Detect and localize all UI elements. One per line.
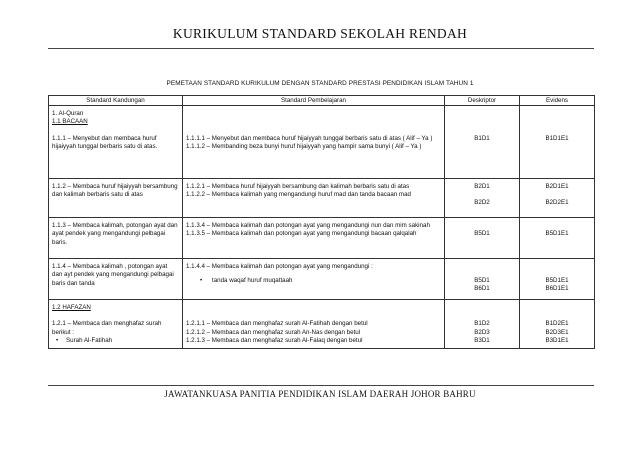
page-title: KURIKULUM STANDARD SEKOLAH RENDAH <box>172 26 468 41</box>
sk-text: 1.2.1 – Membaca dan menghafaz surah berikut : <box>52 320 162 336</box>
sk-text: 1.1.1 – Menyebut dan membaca huruf hijaiyyah tunggal berbaris satu di atas. <box>52 134 158 151</box>
standard-kandungan-cell <box>49 179 183 218</box>
column-header-evidens: Evidens <box>520 96 595 106</box>
deskriptor-code: B5D1 <box>474 277 490 284</box>
evidens-code: B1D2E1 <box>545 320 569 328</box>
standard-pembelajaran-cell <box>183 218 445 259</box>
deskriptor-code: B1D1 <box>474 134 490 142</box>
evidens-code: B6D1E1 <box>545 285 569 293</box>
footer-divider <box>48 385 594 386</box>
evidens-cell <box>520 179 595 218</box>
sk-text: 1.1.3 – Membaca kalimah, potongan ayat dan ayat pendek yang mengandungi pelbagai baris. <box>52 222 178 246</box>
table-row <box>49 106 595 179</box>
deskriptor-cell <box>445 218 520 259</box>
table-row <box>49 300 595 349</box>
standard-pembelajaran-cell <box>183 179 445 218</box>
deskriptor-code: B1D2 <box>474 320 490 328</box>
sk-text: 1.1.4 – Membaca kalimah , potongan ayat dan ayt pendek yang mengandungi pelbagai baris dan tanda <box>52 263 174 287</box>
sp-text: 1.1.3.5 – Membaca kalimah dan potongan ayat yang mengandungi bacaan qalqalah <box>186 230 417 238</box>
sp-text: 1.1.1.1 – Menyebut dan membaca huruf hijaiyyah tunggal berbaris satu di atas ( Alif – Ya ) <box>186 134 433 142</box>
table-row <box>49 259 595 300</box>
deskriptor-cell <box>445 179 520 218</box>
sk-bullet-item: • Surah Al-Fatihah <box>52 337 179 345</box>
sp-text: 1.1.4.4 – Membaca kalimah dan potongan ayat yang mengandungi : <box>186 263 373 270</box>
evidens-code: B1D1E1 <box>545 134 569 142</box>
table-header-row <box>49 96 595 106</box>
sp-text: 1.2.1.2 – Membaca dan menghafaz surah An-Nas dengan betul <box>186 328 361 336</box>
sp-text: 1.1.2.2 – Membaca kalimah yang mengandungi huruf mad dan tanda bacaan mad <box>186 191 411 199</box>
evidens-code: B5D1E1 <box>545 277 569 284</box>
standard-kandungan-cell <box>49 259 183 300</box>
deskriptor-cell <box>445 106 520 179</box>
deskriptor-code: B2D1 <box>474 183 490 190</box>
deskriptor-code: B2D2 <box>474 199 490 207</box>
section-heading: 1. Al-Quran <box>52 110 84 117</box>
sp-text: 1.2.1.1 – Membaca dan menghafaz surah Al-Fatihah dengan betul <box>186 320 368 328</box>
column-header-deskriptor: Deskriptor <box>445 96 520 106</box>
deskriptor-code: B5D1 <box>474 230 490 238</box>
evidens-cell <box>520 218 595 259</box>
evidens-cell <box>520 300 595 349</box>
evidens-code: B2D2E1 <box>545 199 569 207</box>
title-divider <box>48 48 594 49</box>
page-footer: JAWATANKUASA PANITIA PENDIDIKAN ISLAM DAERAH JOHOR BAHRU <box>164 389 476 399</box>
table-row <box>49 179 595 218</box>
deskriptor-cell <box>445 300 520 349</box>
standard-kandungan-cell <box>49 106 183 179</box>
evidens-code: B3D1E1 <box>545 337 569 345</box>
standard-kandungan-cell <box>49 218 183 259</box>
evidens-code: B2D1E1 <box>545 183 569 190</box>
document-subtitle: PEMETAAN STANDARD KURIKULUM DENGAN STANDARD PRESTASI PENDIDIKAN ISLAM TAHUN 1 <box>166 80 474 87</box>
evidens-cell <box>520 259 595 300</box>
mapping-table <box>48 95 595 349</box>
standard-pembelajaran-cell <box>183 259 445 300</box>
standard-kandungan-cell <box>49 300 183 349</box>
deskriptor-code: B6D1 <box>474 285 490 293</box>
deskriptor-cell <box>445 259 520 300</box>
standard-pembelajaran-cell <box>183 106 445 179</box>
sp-text: 1.1.1.2 – Membanding beza bunyi huruf hijaiyyah yang hampir sama bunyi ( Alif – Ya ) <box>186 143 422 151</box>
sp-bullet-item: • tanda waqaf huruf muqattaah <box>186 277 441 285</box>
sp-text: 1.1.3.4 – Membaca kalimah dan potongan ayat yang mengandungi nun dan mim sakinah <box>186 222 430 229</box>
subsection-heading: 1.2 HAFAZAN <box>52 304 91 311</box>
sp-text: 1.2.1.3 – Membaca dan menghafaz surah Al-Falaq dengan betul <box>186 337 363 345</box>
sk-text: 1.1.2 – Membaca huruf hijaiyyah bersambung dan kalimah berbaris satu di atas <box>52 183 178 199</box>
evidens-cell <box>520 106 595 179</box>
standard-pembelajaran-cell <box>183 300 445 349</box>
column-header-standard-kandungan: Standard Kandungan <box>49 96 183 106</box>
subsection-heading: 1.1 BACAAN <box>52 118 88 126</box>
deskriptor-code: B3D1 <box>474 337 490 345</box>
column-header-standard-pembelajaran: Standard Pembelajaran <box>183 96 445 106</box>
table-row <box>49 218 595 259</box>
evidens-code: B5D1E1 <box>545 230 569 238</box>
evidens-code: B2D3E1 <box>545 328 569 336</box>
sp-text: 1.1.2.1 – Membaca huruf hijaiyyah bersambung dan kalimah berbaris satu di atas <box>186 183 410 190</box>
deskriptor-code: B2D3 <box>474 328 490 336</box>
